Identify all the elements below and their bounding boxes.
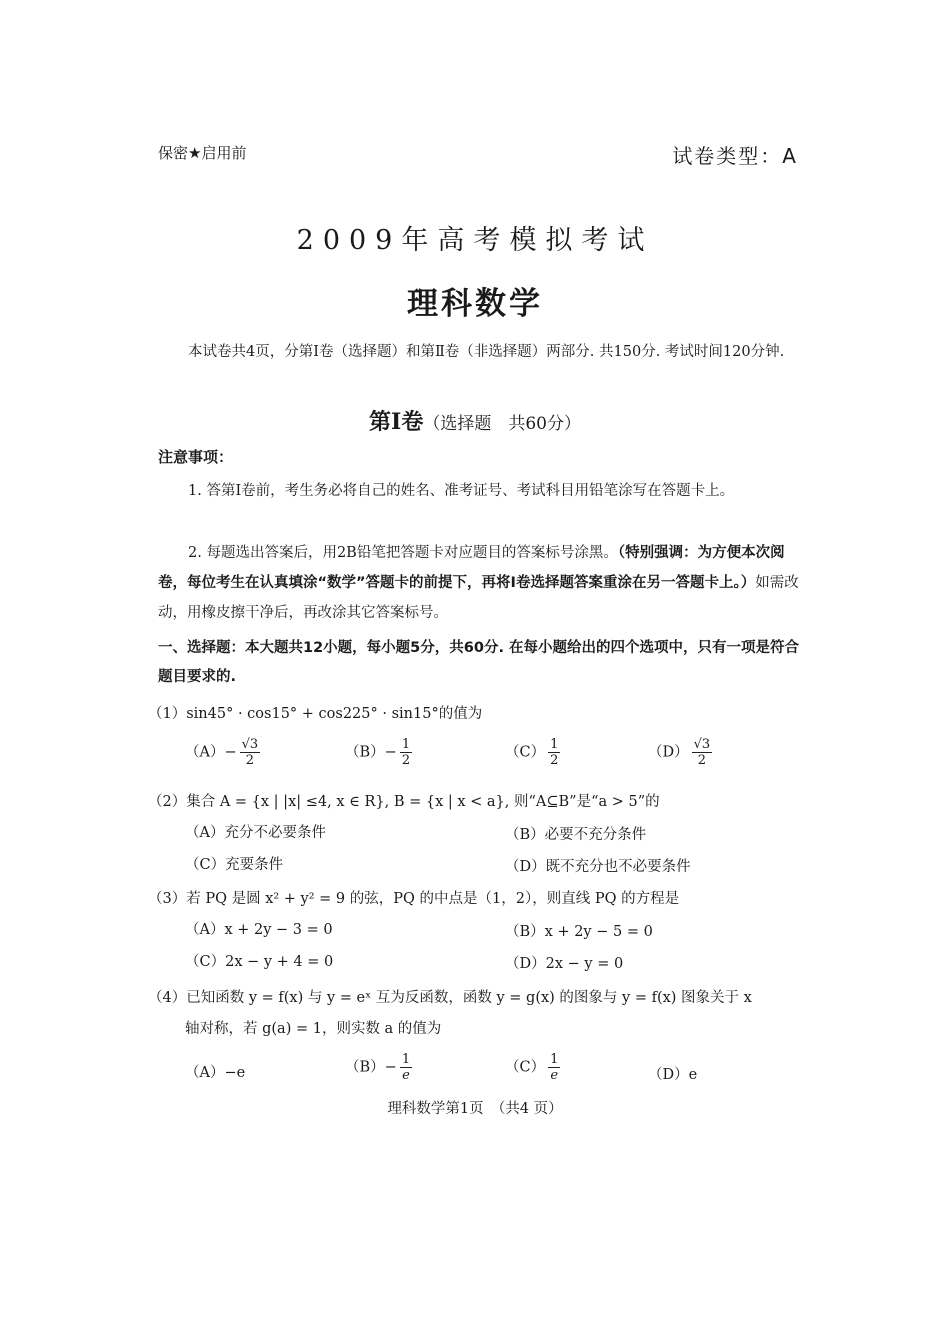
question-2-option-a: （A）充分不必要条件 (185, 825, 326, 841)
paper-type-label: 试卷类型：A (672, 144, 798, 168)
fraction (240, 737, 261, 768)
fraction (548, 737, 560, 768)
subject-title: 理科数学 (407, 286, 543, 322)
numerator: 1 (401, 737, 411, 752)
question-1-option-b (345, 737, 415, 768)
question-4-option-c (505, 1052, 563, 1083)
numerator: 1 (401, 1052, 411, 1067)
numerator: 1 (550, 1052, 559, 1067)
minus-sign: − (384, 744, 397, 761)
denominator: 2 (550, 753, 559, 768)
denominator: 2 (245, 753, 255, 768)
denominator: 2 (401, 753, 411, 768)
question-1-stem: （1）sin45° · cos15° + cos225° · sin15°的值为 (148, 706, 483, 722)
question-4-stem-line-1: （4）已知函数 y = f(x) 与 y = eˣ 互为反函数，函数 y = g(x) 的图象与 y = f(x) 图象关于 x (148, 990, 752, 1006)
section-heading: 一、选择题：本大题共12小题，每小题5分，共60分. 在每小题给出的四个选项中，只有一项是符合题目要求的. (158, 640, 799, 685)
option-label: （D） (648, 744, 689, 761)
notice-item-2 (158, 538, 803, 628)
notice-item-1: 1. 答第Ⅰ卷前，考生务必将自己的姓名、准考证号、考试科目用铅笔涂写在答题卡上。 (188, 483, 735, 499)
page-footer: 理科数学第1页 （共4 页） (387, 1101, 563, 1117)
question-1-option-a (185, 737, 263, 768)
question-4-option-a: （A）−e (185, 1065, 246, 1081)
question-3-option-d: （D）2x − y = 0 (505, 956, 624, 972)
fraction (400, 737, 412, 768)
question-3-option-c: （C）2x − y + 4 = 0 (185, 954, 334, 970)
numerator: 1 (550, 737, 559, 752)
minus-sign: − (384, 1059, 397, 1076)
question-2-option-b: （B）必要不充分条件 (505, 827, 647, 843)
question-4-option-b (345, 1052, 415, 1083)
notice-item-2-tail: 如需改动，用橡皮擦干净后，再改涂其它答案标号。 (158, 575, 799, 621)
question-2-stem: （2）集合 A = {x | |x| ≤4, x ∈ R}, B = {x | x < a}, 则“A⊆B”是“a > 5”的 (148, 794, 660, 810)
option-label: （C） (505, 744, 546, 761)
numerator: √3 (241, 737, 259, 752)
question-2-option-d: （D）既不充分也不必要条件 (505, 859, 691, 875)
option-label: （B） (345, 744, 385, 761)
question-3-option-b: （B）x + 2y − 5 = 0 (505, 924, 653, 940)
option-label: （C） (505, 1059, 546, 1076)
part-heading (0, 405, 950, 436)
exam-intro: 本试卷共4页，分第Ⅰ卷（选择题）和第Ⅱ卷（非选择题）两部分. 共150分. 考试时间120分钟. (188, 344, 785, 360)
denominator: 2 (697, 753, 707, 768)
exam-title: 2009年高考模拟考试 (296, 225, 654, 256)
numerator: √3 (693, 737, 711, 752)
fraction (692, 737, 713, 768)
part-label: 第Ⅰ卷 (369, 409, 424, 435)
notice-heading: 注意事项： (158, 448, 234, 466)
question-4-stem-line-2: 轴对称，若 g(a) = 1，则实数 a 的值为 (185, 1021, 442, 1037)
option-label: （B） (345, 1059, 385, 1076)
question-1-option-d (648, 737, 715, 768)
option-label: （A） (185, 744, 225, 761)
question-2-option-c: （C）充要条件 (185, 857, 284, 873)
question-3-stem: （3）若 PQ 是圆 x² + y² = 9 的弦，PQ 的中点是（1，2），则直线 PQ 的方程是 (148, 891, 680, 907)
part-subtitle: （选择题 共60分） (423, 414, 581, 434)
confidential-label: 保密★启用前 (158, 144, 247, 162)
question-4-option-d: （D）e (648, 1067, 698, 1083)
denominator: e (402, 1068, 410, 1083)
fraction (548, 1052, 560, 1083)
fraction (400, 1052, 412, 1083)
minus-sign: − (224, 744, 237, 761)
notice-item-2-emphasis: （特别强调：为方便本次阅卷，每位考生在认真填涂“数学”答题卡的前提下，再将Ⅰ卷选择题答案重涂在另一答题卡上。） (158, 545, 785, 591)
notice-item-2-text: 2. 每题选出答案后，用2B铅笔把答题卡对应题目的答案标号涂黑。 (188, 545, 618, 561)
denominator: e (550, 1068, 559, 1083)
question-1-option-c (505, 737, 563, 768)
question-3-option-a: （A）x + 2y − 3 = 0 (185, 922, 333, 938)
